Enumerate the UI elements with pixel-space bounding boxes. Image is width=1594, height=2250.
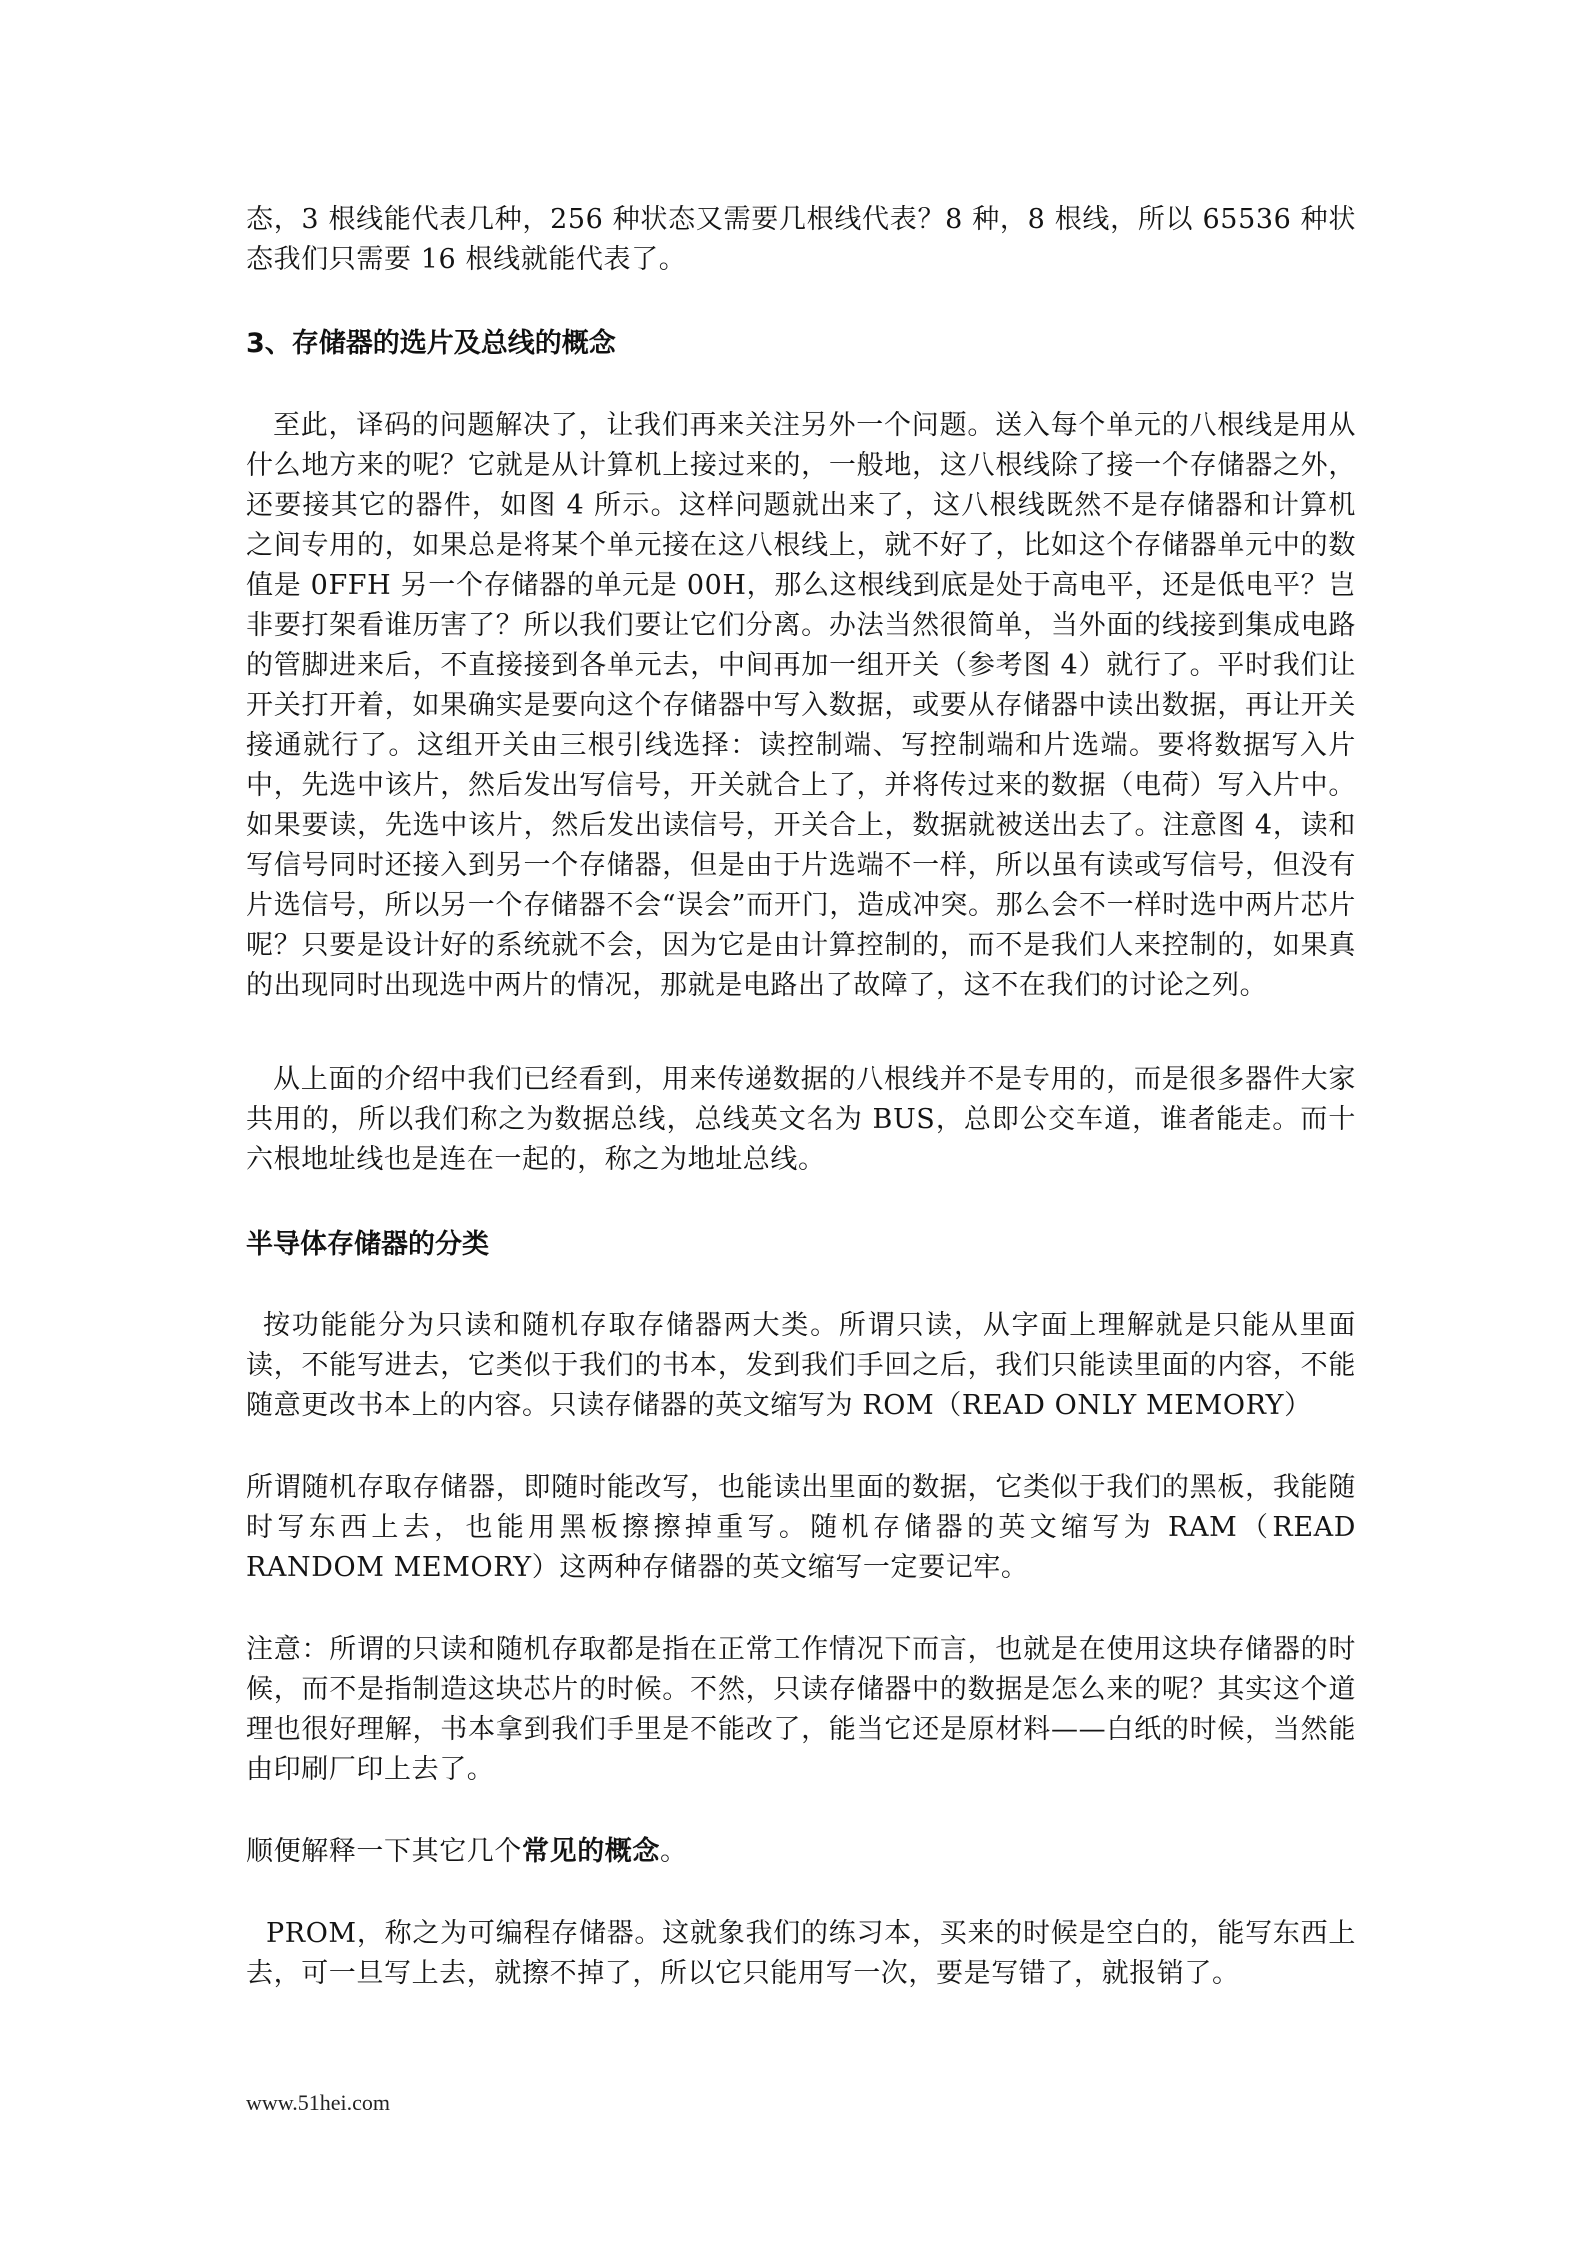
footer-url: www.51hei.com xyxy=(246,2090,390,2115)
paragraph-ram: 所谓随机存取存储器，即随时能改写，也能读出里面的数据，它类似于我们的黑板，我能随时写东西上去，也能用黑板擦擦掉重写。随机存储器的英文缩写为 RAM（READ RANDOM MEMORY）这两种存储器的英文缩写一定要记牢。 xyxy=(246,1472,1356,1583)
section-heading-classification: 半导体存储器的分类 xyxy=(246,1229,489,1260)
section-heading-chip-select-bus: 3、存储器的选片及总线的概念 xyxy=(246,328,616,359)
explain-suffix-text: 。 xyxy=(660,1836,688,1867)
explain-prefix-text: 顺便解释一下其它几个 xyxy=(246,1836,522,1867)
paragraph-prom: PROM，称之为可编程存储器。这就象我们的练习本，买来的时候是空白的，能写东西上去，可一旦写上去，就擦不掉了，所以它只能用写一次，要是写错了，就报销了。 xyxy=(246,1918,1356,1989)
common-concepts-emphasis: 常见的概念 xyxy=(522,1836,660,1867)
paragraph-intro: 态，3 根线能代表几种，256 种状态又需要几根线代表？8 种，8 根线，所以 65536 种状态我们只需要 16 根线就能代表了。 xyxy=(246,204,1356,275)
paragraph-rom: 按功能能分为只读和随机存取存储器两大类。所谓只读，从字面上理解就是只能从里面读，不能写进去，它类似于我们的书本，发到我们手回之后，我们只能读里面的内容，不能随意更改书本上的内容。只读存储器的英文缩写为 ROM（READ ONLY MEMORY） xyxy=(246,1310,1356,1421)
paragraph-explain xyxy=(246,1832,1356,1872)
paragraph-bus: 从上面的介绍中我们已经看到，用来传递数据的八根线并不是专用的，而是很多器件大家共用的，所以我们称之为数据总线，总线英文名为 BUS，总即公交车道，谁者能走。而十六根地址线也是连在一起的，称之为地址总线。 xyxy=(246,1064,1356,1175)
paragraph-note: 注意：所谓的只读和随机存取都是指在正常工作情况下而言，也就是在使用这块存储器的时候，而不是指制造这块芯片的时候。不然，只读存储器中的数据是怎么来的呢？其实这个道理也很好理解，书本拿到我们手里是不能改了，能当它还是原材料——白纸的时候，当然能由印刷厂印上去了。 xyxy=(246,1634,1356,1785)
paragraph-chip-select: 至此，译码的问题解决了，让我们再来关注另外一个问题。送入每个单元的八根线是用从什么地方来的呢？它就是从计算机上接过来的，一般地，这八根线除了接一个存储器之外，还要接其它的器件，如图 4 所示。这样问题就出来了，这八根线既然不是存储器和计算机之间专用的，如果总是将某个单元接在这八根线上，就不好了，比如这个存储器单元中的数值是 0FFH 另一个存储器的单元是 00H，那么这根线到底是处于高电平，还是低电平？岂非要打架看谁历害了？所以我们要让它们分离。办法当然很简单，当外面的线接到集成电路的管脚进来后，不直接接到各单元去，中间再加一组开关（参考图 4）就行了。平时我们让开关打开着，如果确实是要向这个存储器中写入数据，或要从存储器中读出数据，再让开关接通就行了。这组开关由三根引线选择：读控制端、写控制端和片选端。要将数据写入片中，先选中该片，然后发出写信号，开关就合上了，并将传过来的数据（电荷）写入片中。如果要读，先选中该片，然后发出读信号，开关合上，数据就被送出去了。注意图 4，读和写信号同时还接入到另一个存储器，但是由于片选端不一样，所以虽有读或写信号，但没有片选信号，所以另一个存储器不会“误会”而开门，造成冲突。那么会不一样时选中两片芯片呢？只要是设计好的系统就不会，因为它是由计算控制的，而不是我们人来控制的，如果真的出现同时出现选中两片的情况，那就是电路出了故障了，这不在我们的讨论之列。 xyxy=(246,410,1356,1001)
